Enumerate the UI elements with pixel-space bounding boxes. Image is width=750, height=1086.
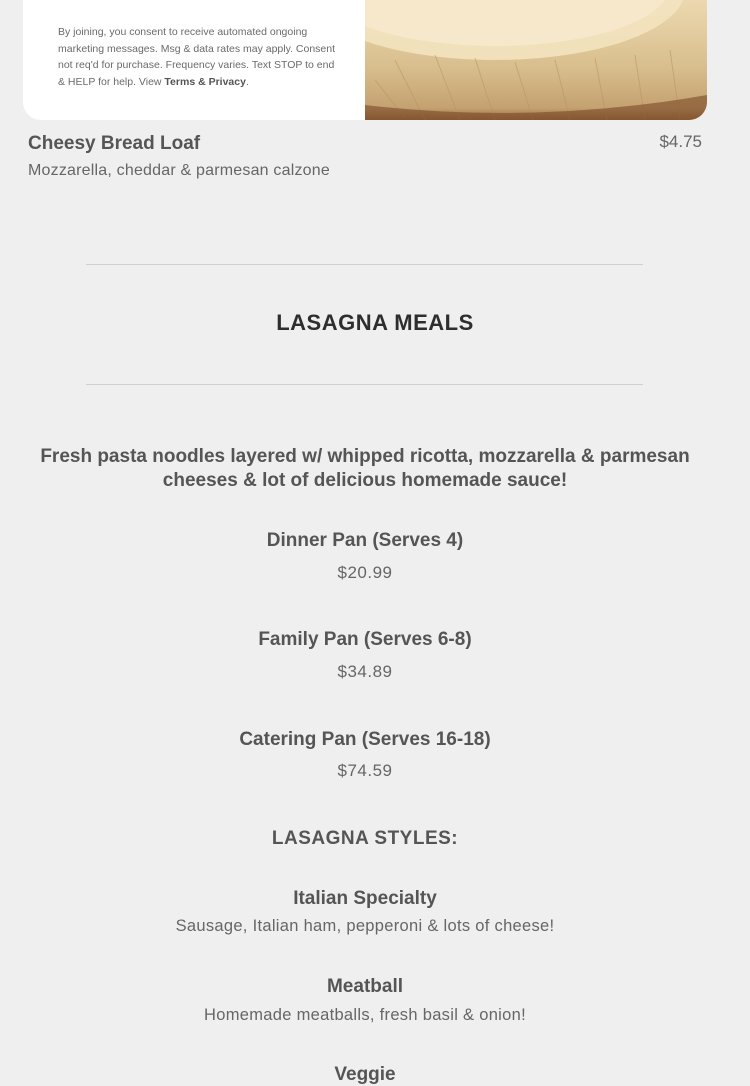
section-divider-top [86,264,643,265]
pizza-photo [365,0,707,120]
consent-text [58,24,338,90]
styles-heading: LASAGNA STYLES: [271,828,459,849]
pan-price: $34.89 [337,662,393,681]
item-description: Mozzarella, cheddar & parmesan calzone [28,162,330,179]
style-name: Meatball [326,976,404,997]
item-name: Cheesy Bread Loaf [28,133,201,154]
section-title: LASAGNA MEALS [276,310,474,335]
sms-signup-card [23,0,707,120]
pan-name[interactable]: Dinner Pan (Serves 4) [266,530,464,551]
terms-privacy-link[interactable]: Terms & Privacy [164,75,246,88]
pan-price: $74.59 [337,761,393,780]
consent-body: By joining, you consent to receive automated ongoing marketing messages. Msg & data rates may apply. Consent not req'd for purchase. Frequency varies. Text STOP to end & HELP for help. View [58,26,336,88]
wood-board-image [365,0,707,120]
style-name: Veggie [334,1064,396,1085]
style-description: Homemade meatballs, fresh basil & onion! [204,1006,526,1024]
menu-item-cheesy-bread-loaf[interactable] [28,130,702,190]
section-divider-bottom [86,384,643,385]
pan-price: $20.99 [337,563,393,582]
section-intro: Fresh pasta noodles layered w/ whipped ricotta, mozzarella & parmesan cheeses & lot of delicious homemade sauce! [40,446,690,491]
style-description: Sausage, Italian ham, pepperoni & lots of cheese! [175,917,555,935]
pan-name[interactable]: Catering Pan (Serves 16-18) [239,729,491,750]
pan-name[interactable]: Family Pan (Serves 6-8) [258,629,472,650]
item-price: $4.75 [659,132,702,151]
consent-suffix: . [245,75,249,88]
style-name: Italian Specialty [293,888,437,909]
